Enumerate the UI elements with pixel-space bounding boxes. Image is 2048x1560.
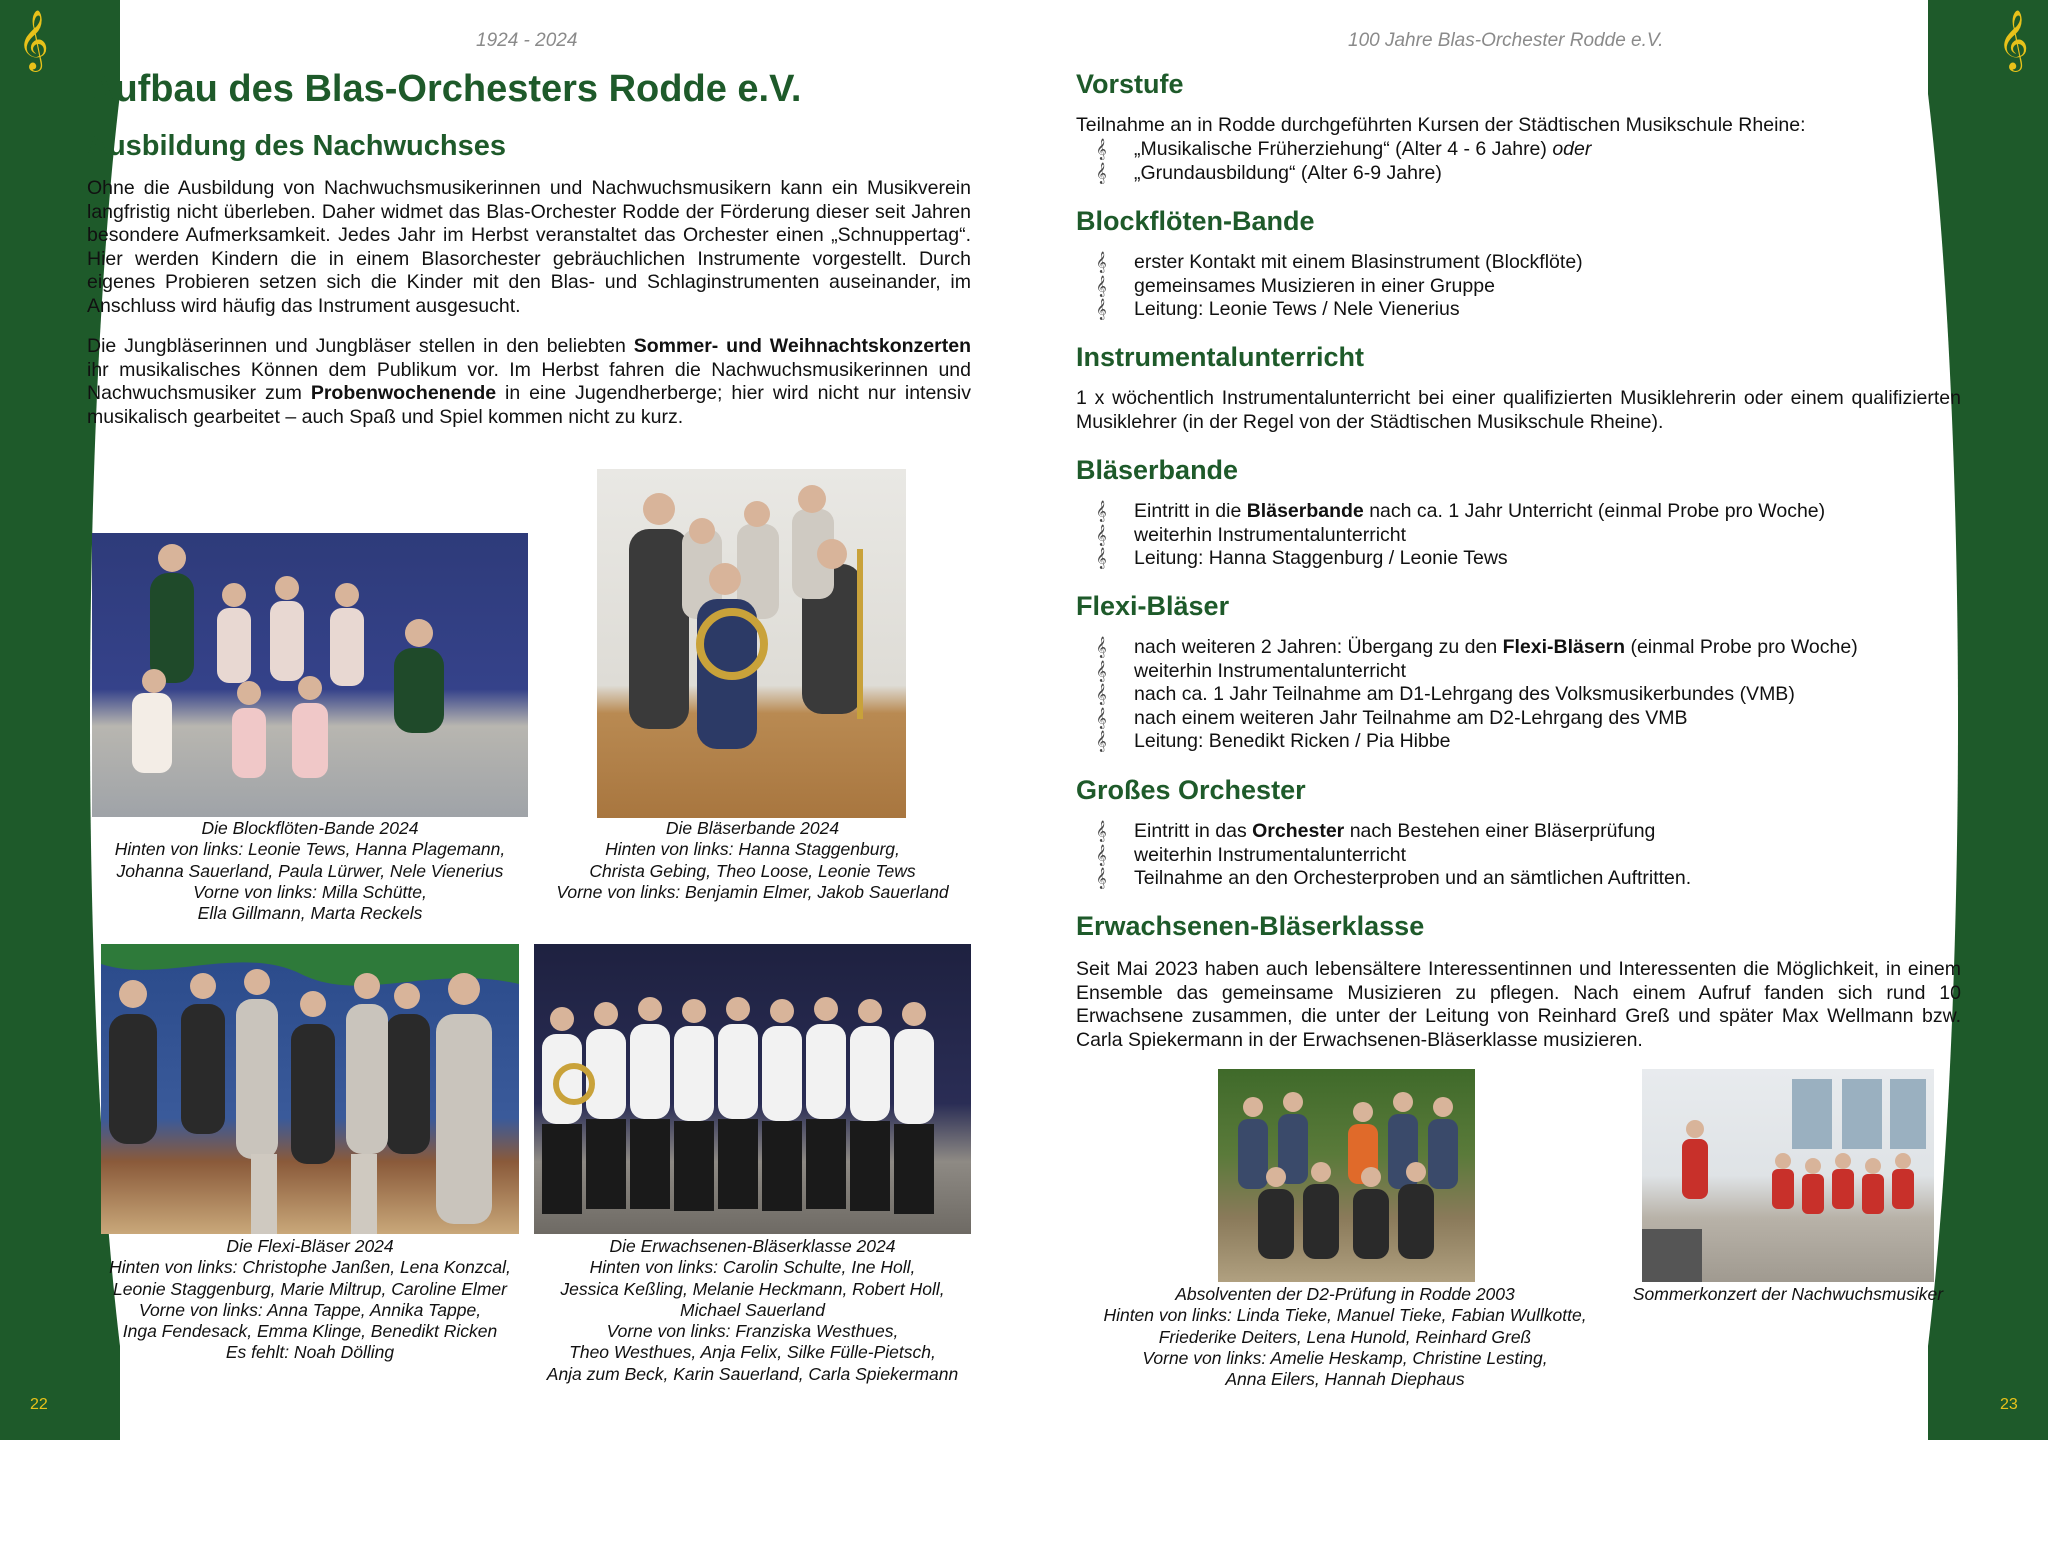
running-header-right: 100 Jahre Blas-Orchester Rodde e.V. [1348, 30, 1664, 51]
running-header-left: 1924 - 2024 [476, 30, 578, 51]
section-heading-flexi-blaeser: Flexi-Bläser [1076, 591, 1230, 621]
caption-sommerkonzert: Sommerkonzert der Nachwuchsmusiker [1632, 1284, 1944, 1304]
section-heading-erwachsenen-blaeserklasse: Erwachsenen-Bläserklasse [1076, 911, 1425, 941]
section-heading-grosses-orchester: Großes Orchester [1076, 775, 1306, 805]
paragraph-ausbildung-2: Die Jungbläserinnen und Jungbläser stellen in den beliebten Sommer- und Weihnachtskonzerten ihr musikalisches Können dem Publikum vor. Im Herbst fahren die Nachwuchsmusikerinnen und Nachwuchsmusiker zum Probenwochenende in eine Jugendherberge; hier wird nicht nur intensiv musikalisch gearbeitet – auch Spaß und Spiel kommen nicht zu kurz. [87, 335, 971, 428]
list-item: 𝄞 nach weiteren 2 Jahren: Übergang zu den Flexi-Bläsern (einmal Probe pro Woche) [1096, 636, 1858, 658]
vorstufe-list [1076, 138, 1961, 185]
flexi-blaeser-list [1076, 636, 1961, 754]
treble-clef-icon: 𝄞 [18, 10, 49, 70]
treble-clef-bullet-icon: 𝄞 [1096, 844, 1107, 866]
caption-flexi-blaeser: Die Flexi-Bläser 2024 Hinten von links: Christophe Janßen, Lena Konzcal, Leonie Staggenburg, Marie Miltrup, Caroline Elmer Vorne von links: Anna Tappe, Annika Tappe, Inga Fendesack, Emma Klinge, Benedikt Ricken Es fehlt: Noah Dölling [109, 1236, 511, 1363]
treble-clef-icon: 𝄞 [1998, 10, 2029, 70]
list-item: 𝄞 Eintritt in das Orchester nach Bestehen einer Bläserprüfung [1096, 820, 1656, 842]
treble-clef-bullet-icon: 𝄞 [1096, 660, 1107, 682]
treble-clef-bullet-icon: 𝄞 [1096, 139, 1107, 160]
section-heading-ausbildung: Ausbildung des Nachwuchses [87, 130, 506, 162]
treble-clef-bullet-icon: 𝄞 [1096, 548, 1107, 570]
photo-flexi-blaeser [101, 944, 519, 1234]
caption-blockfloeten-bande: Die Blockflöten-Bande 2024 Hinten von links: Leonie Tews, Hanna Plagemann, Johanna Sauerland, Paula Lürwer, Nele Vienerius Vorne von links: Milla Schütte, Ella Gillmann, Marta Reckels [114, 818, 506, 924]
treble-clef-bullet-icon: 𝄞 [1096, 637, 1107, 658]
treble-clef-bullet-icon: 𝄞 [1096, 501, 1107, 522]
caption-d2-pruefung: Absolventen der D2-Prüfung in Rodde 2003 Hinten von links: Linda Tieke, Manuel Tieke, Fabian Wullkotte, Friederike Deiters, Lena Hunold, Reinhard Greß Vorne von links: Amelie Heskamp, Christine Lesting, Anna Eilers, Hannah Diephaus [1103, 1284, 1587, 1390]
list-item: 𝄞 Leitung: Hanna Staggenburg / Leonie Tews [1096, 547, 1508, 570]
list-item: 𝄞 Eintritt in die Bläserbande nach ca. 1 Jahr Unterricht (einmal Probe pro Woche) [1096, 500, 1826, 522]
blockfloeten-bande-list [1076, 251, 1961, 322]
list-item: 𝄞 gemeinsames Musizieren in einer Gruppe [1096, 274, 1495, 297]
list-item: 𝄞 Leitung: Leonie Tews / Nele Vienerius [1096, 298, 1460, 321]
treble-clef-bullet-icon: 𝄞 [1096, 868, 1107, 890]
list-item: 𝄞 Teilnahme an den Orchesterproben und an sämtlichen Auftritten. [1096, 867, 1692, 890]
treble-clef-bullet-icon: 𝄞 [1096, 162, 1107, 184]
treble-clef-bullet-icon: 𝄞 [1096, 275, 1107, 297]
treble-clef-bullet-icon: 𝄞 [1096, 731, 1107, 753]
treble-clef-bullet-icon: 𝄞 [1096, 299, 1107, 321]
photo-blaeserbande [597, 469, 906, 818]
caption-blaeserbande: Die Bläserbande 2024 Hinten von links: Hanna Staggenburg, Christa Gebing, Theo Loose, Leonie Tews Vorne von links: Benjamin Elmer, Jakob Sauerland [556, 818, 949, 902]
treble-clef-bullet-icon: 𝄞 [1096, 707, 1107, 729]
photo-erwachsenen-blaeserklasse [534, 944, 971, 1234]
section-heading-vorstufe: Vorstufe [1076, 69, 1184, 99]
photo-sommerkonzert [1642, 1069, 1934, 1282]
section-heading-blaeserbande: Bläserbande [1076, 455, 1239, 485]
list-item: 𝄞 Leitung: Benedikt Ricken / Pia Hibbe [1096, 730, 1451, 753]
treble-clef-bullet-icon: 𝄞 [1096, 524, 1107, 546]
list-item: 𝄞 weiterhin Instrumentalunterricht [1096, 843, 1407, 866]
page-number-left: 22 [30, 1396, 48, 1413]
list-item: 𝄞 weiterhin Instrumentalunterricht [1096, 523, 1407, 546]
photo-blockfloeten-bande [92, 533, 528, 817]
grosses-orchester-list [1076, 820, 1961, 891]
erwachsenen-text: Seit Mai 2023 haben auch lebensältere Interessentinnen und Interessenten die Möglichkeit, in einem Ensemble das gemeinsame Musizieren zu pflegen. Nach einem Aufruf fanden sich rund 10 Erwachsene zusammen, die unter der Leitung von Reinhard Greß und später Max Wellmann bzw. Carla Spiekermann in der Erwachsenen-Bläserklasse musizieren. [1076, 958, 1961, 1051]
paragraph-ausbildung-1: Ohne die Ausbildung von Nachwuchsmusikerinnen und Nachwuchsmusikern kann ein Musikverein langfristig nicht überleben. Daher widmet das Blas-Orchester Rodde der Förderung dieser seit Jahren besondere Aufmerksamkeit. Jedes Jahr im Herbst veranstaltet das Orchester einen „Schnuppertag“. Hier werden Kindern die in einem Blasorchester gebräuchlichen Instrumente vorgestellt. Durch eigenes Probieren setzen sich die Kinder mit den Blas- und Schlaginstrumenten auseinander, im Anschluss wird häufig das Instrument ausgesucht. [87, 177, 971, 317]
list-item: 𝄞 weiterhin Instrumentalunterricht [1096, 659, 1407, 682]
section-heading-blockfloeten-bande: Blockflöten-Bande [1076, 206, 1315, 236]
instrumentalunterricht-text: 1 x wöchentlich Instrumentalunterricht bei einer qualifizierten Musiklehrerin oder einem qualifizierten Musiklehrer (in der Regel von der Städtischen Musikschule Rheine). [1076, 387, 1961, 433]
list-item: 𝄞 erster Kontakt mit einem Blasinstrument (Blockflöte) [1096, 251, 1583, 273]
list-item: 𝄞 „Musikalische Früherziehung“ (Alter 4 - 6 Jahre) oder [1096, 138, 1592, 160]
caption-erwachsenen-blaeserklasse: Die Erwachsenen-Bläserklasse 2024 Hinten von links: Carolin Schulte, Ine Holl, Jessica Keßling, Melanie Heckmann, Robert Holl, Michael Sauerland Vorne von links: Franziska Westhues, Theo Westhues, Anja Felix, Silke Fülle-Pietsch, Anja zum Beck, Karin Sauerland, Carla Spiekermann [546, 1236, 959, 1384]
treble-clef-bullet-icon: 𝄞 [1096, 252, 1107, 273]
photo-d2-pruefung [1218, 1069, 1475, 1282]
vorstufe-intro: Teilnahme an in Rodde durchgeführten Kursen der Städtischen Musikschule Rheine: [1076, 114, 1806, 136]
blaeserbande-list [1076, 500, 1961, 571]
treble-clef-bullet-icon: 𝄞 [1096, 821, 1107, 842]
section-heading-instrumentalunterricht: Instrumentalunterricht [1076, 342, 1365, 372]
list-item: 𝄞 „Grundausbildung“ (Alter 6-9 Jahre) [1096, 161, 1442, 184]
page-title: Aufbau des Blas-Orchesters Rodde e.V. [87, 68, 802, 110]
list-item: 𝄞 nach ca. 1 Jahr Teilnahme am D1-Lehrgang des Volksmusikerbundes (VMB) [1096, 683, 1795, 706]
page-number-right: 23 [2000, 1396, 2018, 1413]
list-item: 𝄞 nach einem weiteren Jahr Teilnahme am D2-Lehrgang des VMB [1096, 706, 1688, 729]
treble-clef-bullet-icon: 𝄞 [1096, 684, 1107, 706]
